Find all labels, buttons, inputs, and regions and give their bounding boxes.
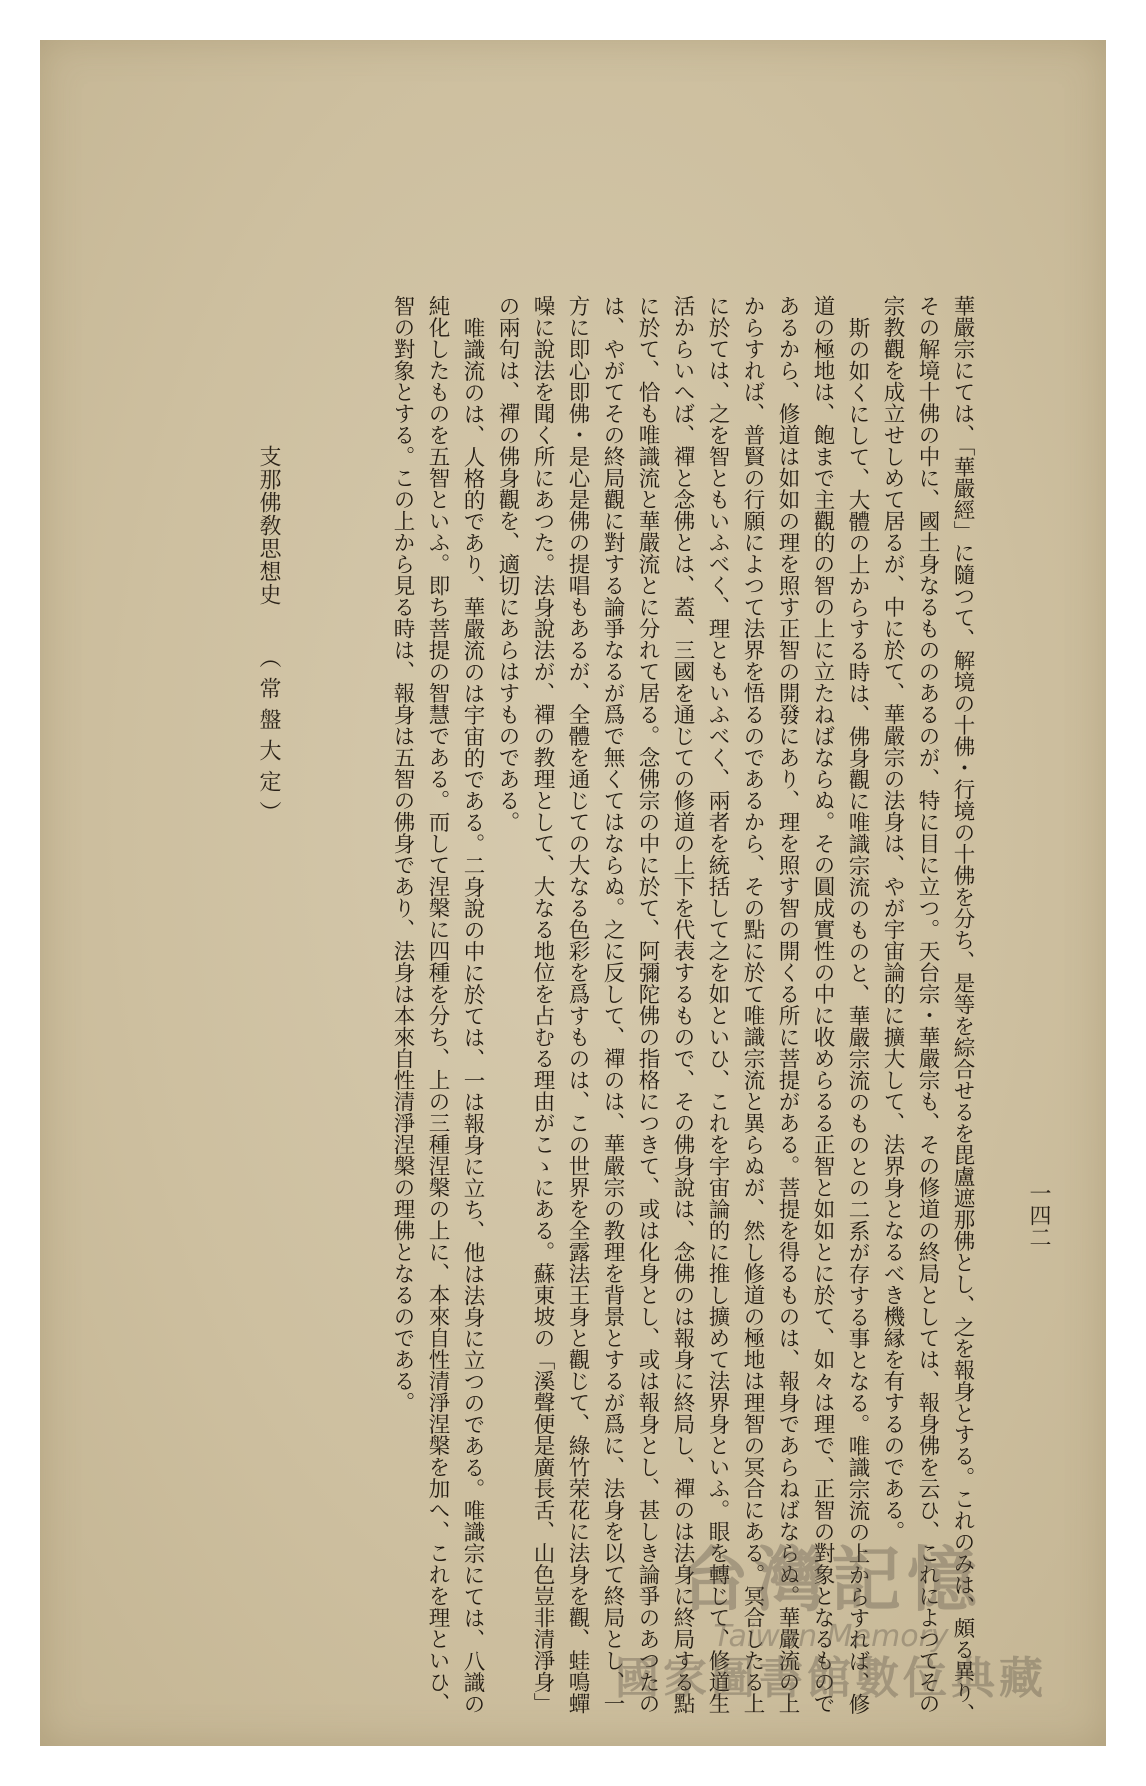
paragraph-2: 斯の如くにして、大體の上からする時は、佛身觀に唯識宗流のものと、華嚴宗流のものとの二系が存する事となる。唯識宗流の上からすれば、修道の極地は、飽まで主觀的の智の上に立たねばならぬ。その圓成實性の中に收めらるる正智と如如とに於て、如々は理で、正智の對象となるものであるから、修道は如如の理を照す正智の開發にあり、理を照す智の開くる所に菩提がある。菩提を得るものは、報身であらねばならぬ。華嚴流の上からすれば、普賢の行願によつて法界を悟るのであるから、その點に於て唯識宗流と異らぬが、然し修道の極地は理智の冥合にある。冥合したる上に於ては、之を智ともいふべく、理ともいふべく、兩者を統括して之を如といひ、これを宇宙論的に推し擴めて法界身といふ。眼を轉じて、修道生活からいへば、禪と念佛とは、蓋、三國を通じての修道の上下を代表するもので、その佛身說は、念佛のは報身に終局し、禪のは法身に終局する點に於て、恰も唯識流と華嚴流とに分れて居る。念佛宗の中に於て、阿彌陀佛の指格につきて、或は化身とし、或は報身とし、甚しき論爭のあつたのは、やがてその終局觀に對する論爭なるが爲で無くてはならぬ。之に反して、禪のは、華嚴宗の教理を背景とするが爲に、法身を以て終局とし、一方に即心即佛・是心是佛の提唱もあるが、全體を通じての大なる色彩を爲すものは、この世界を全露法王身と觀じて、綠竹荣花に法身を觀、蛙鳴蟬噪に說法を聞く所にあつた。法身說法が、禪の教理として、大なる地位を占むる理由がこゝにある。蘇東坡の「溪聲便是廣長舌、山色豈非清淨身」の兩句は、禪の佛身觀を、適切にあらはすものである。 [495,295,870,1714]
watermark-chinese: 國家圖書館數位典藏 [615,1653,1047,1704]
body-text [220,295,980,1725]
watermark-english: Taiwan Memory [713,1619,949,1654]
paragraph-3: 唯識流のは、人格的であり、華嚴流のは宇宙的である。二身說の中に於ては、一は報身に立ち、他は法身に立つのである。唯識宗にては、八識の純化したものを五智といふ。即ち菩提の智慧である。而して涅槃に四種を分ち、上の三種涅槃の上に、本來自性清淨涅槃を加へ、これを理といひ、智の對象とする。この上から見る時は、報身は五智の佛身であり、法身は本來自性清淨涅槃の理佛となるのである。 [390,295,485,1714]
paragraph-1: 華嚴宗にては、「華嚴經」に隨つて、解境の十佛・行境の十佛を分ち、是等を綜合せるを毘盧遮那佛とし、之を報身とする。これのみは、頗る異り、その解境十佛の中に、國土身なるもののあるのが、特に目に立つ。天台宗・華嚴宗も、その修道の終局としては、報身佛を云ひ、これによつてその宗教觀を成立せしめて居るが、中に於て、華嚴宗の法身は、やが宇宙論的に擴大して、法界身となるべき機縁を有するのである。 [880,295,975,1725]
watermark-calligraphy: 台灣記憶 [679,1538,983,1621]
page-number: 一四二 [1026,1182,1051,1248]
author-name: （常盤大定） [256,646,281,832]
document-page [40,40,1106,1746]
book-title: 支那佛敎思想史 [256,445,281,606]
library-watermark [611,1540,1051,1704]
